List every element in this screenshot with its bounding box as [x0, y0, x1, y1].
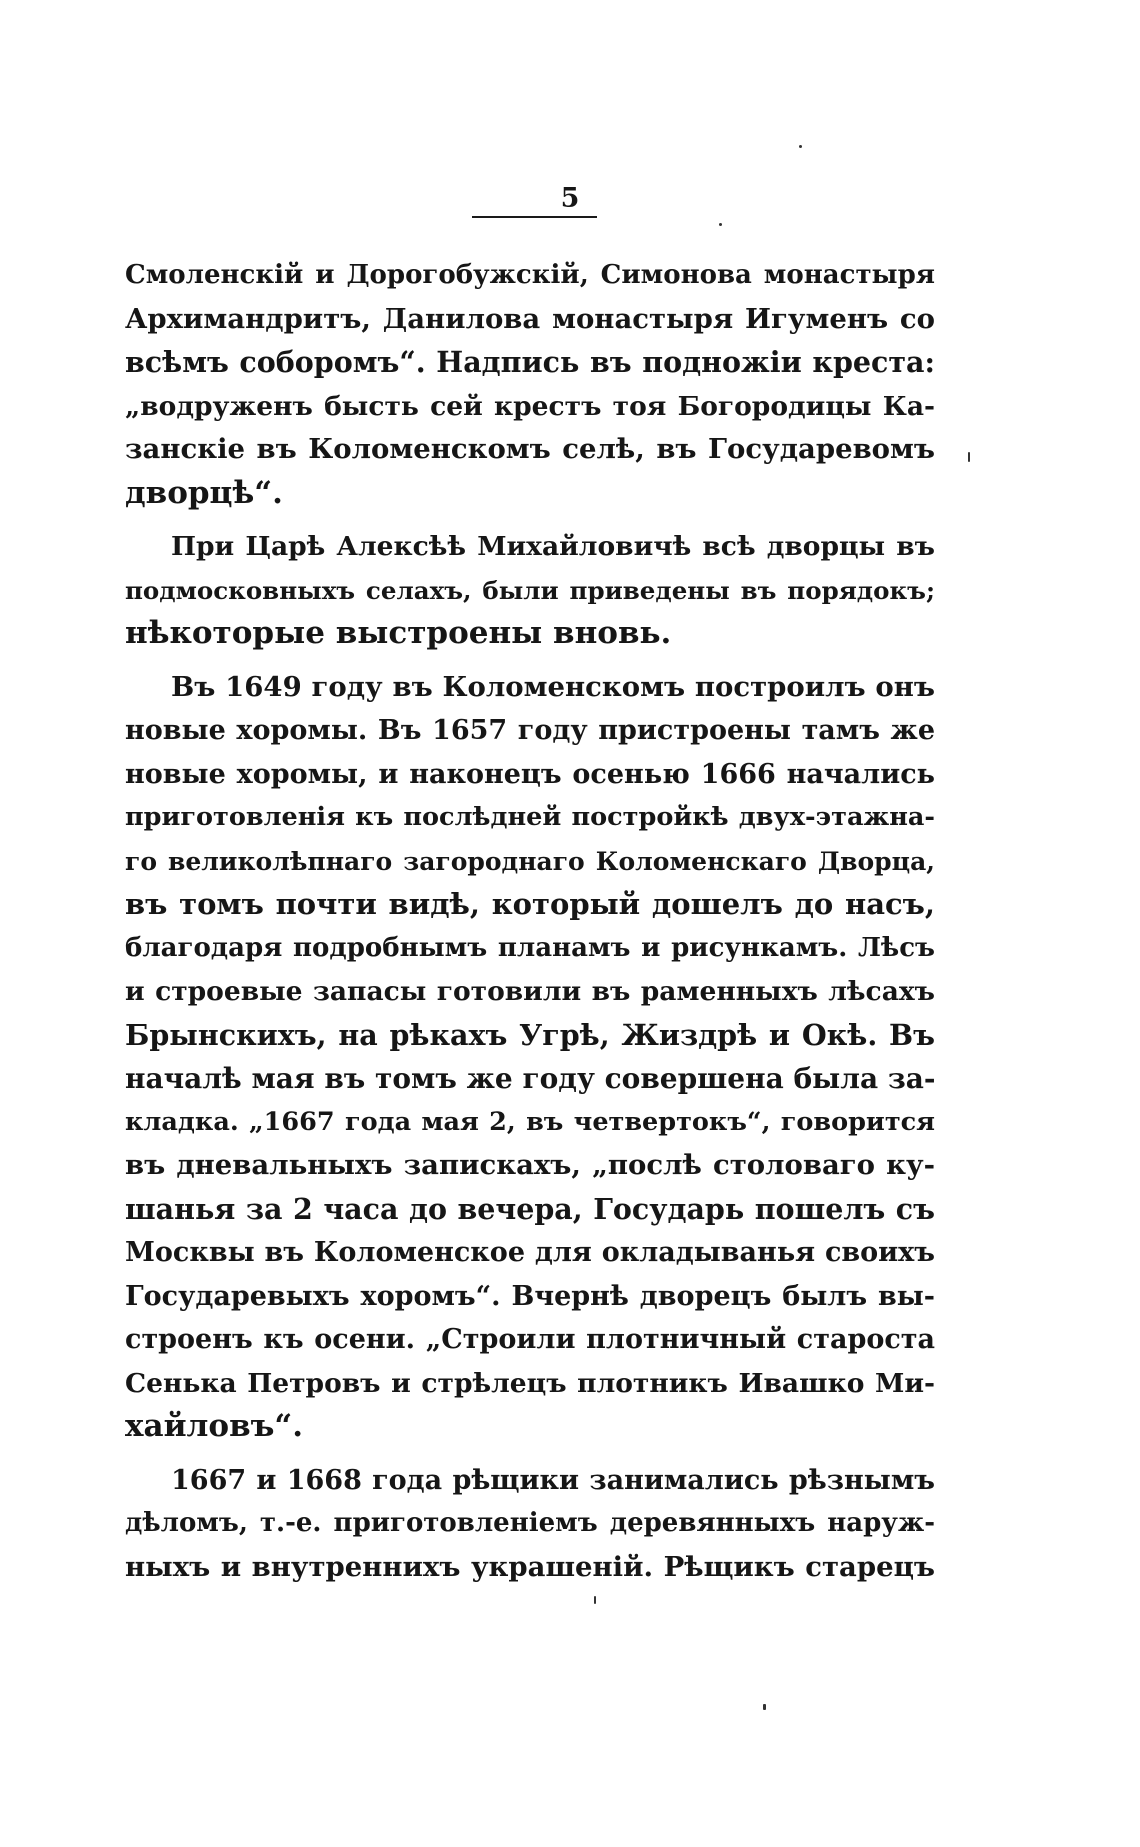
paragraph — [125, 666, 935, 1449]
text-line: новые хоромы, и наконецъ осенью 1666 начались — [125, 758, 935, 790]
text-line: дворцѣ“. — [125, 474, 283, 511]
paragraph — [125, 1459, 935, 1590]
text-line: приготовленія къ послѣдней постройкѣ двух-этажна- — [125, 802, 935, 832]
text-line: Въ 1649 году въ Коломенскомъ построилъ онъ — [171, 670, 935, 703]
text-line: строенъ къ осени. „Строили плотничный староста — [125, 1324, 935, 1355]
scan-speck — [594, 1596, 596, 1604]
text-line: занскіе въ Коломенскомъ селѣ, въ Государевомъ — [125, 433, 935, 465]
paragraph — [125, 254, 935, 515]
text-line: нѣкоторые выстроены вновь. — [125, 615, 672, 651]
text-line: ныхъ и внутреннихъ украшеній. Рѣщикъ старецъ — [125, 1550, 935, 1583]
text-line: Архимандритъ, Данилова монастыря Игуменъ со — [125, 302, 935, 335]
body-text — [125, 254, 935, 1589]
paragraph — [125, 525, 935, 656]
page-number: 5 — [560, 183, 580, 214]
text-line: „водруженъ бысть сей крестъ тоя Богородицы Ка- — [125, 390, 935, 422]
text-line: подмосковныхъ селахъ, были приведены въ порядокъ; — [125, 575, 935, 605]
text-line: въ томъ почти видѣ, который дошелъ до насъ, — [125, 887, 935, 921]
text-line: го великолѣпнаго загороднаго Коломенскаго Дворца, — [125, 846, 935, 876]
text-line: началѣ мая въ томъ же году совершена была за- — [125, 1062, 935, 1095]
scan-speck — [719, 223, 722, 226]
text-line: хайловъ“. — [125, 1408, 304, 1444]
text-line: Москвы въ Коломенское для окладыванья своихъ — [125, 1237, 935, 1268]
text-line: въ дневальныхъ запискахъ, „послѣ столоваго ку- — [125, 1149, 935, 1181]
text-line: всѣмъ соборомъ“. Надпись въ подножіи креста: — [125, 345, 935, 379]
text-line: Брынскихъ, на рѣкахъ Угрѣ, Жиздрѣ и Окѣ. Въ — [125, 1017, 935, 1052]
text-line: Смоленскій и Дорогобужскій, Симонова монастыря — [125, 260, 935, 290]
text-line: новые хоромы. Въ 1657 году пристроены тамъ же — [125, 715, 935, 746]
text-line: Государевыхъ хоромъ“. Вчернѣ дворецъ былъ вы- — [125, 1280, 935, 1312]
scan-speck — [799, 145, 802, 148]
text-line: шанья за 2 часа до вечера, Государь пошелъ съ — [125, 1191, 935, 1226]
page-number-rule — [472, 216, 597, 218]
text-line: дѣломъ, т.-е. приготовленіемъ деревянныхъ наруж- — [125, 1508, 935, 1538]
text-line: кладка. „1667 года мая 2, въ четвертокъ“, говорится — [125, 1106, 935, 1137]
text-line: и строевые запасы готовили въ раменныхъ лѣсахъ — [125, 976, 935, 1007]
scan-speck — [763, 1704, 766, 1710]
text-line: 1667 и 1668 года рѣщики занимались рѣзнымъ — [171, 1464, 935, 1496]
scan-speck — [968, 452, 970, 462]
text-line: Сенька Петровъ и стрѣлецъ плотникъ Ивашко Ми- — [125, 1367, 935, 1399]
text-line: При Царѣ Алексѣѣ Михайловичѣ всѣ дворцы въ — [171, 531, 935, 562]
text-line: благодаря подробнымъ планамъ и рисункамъ. Лѣсъ — [125, 932, 935, 963]
